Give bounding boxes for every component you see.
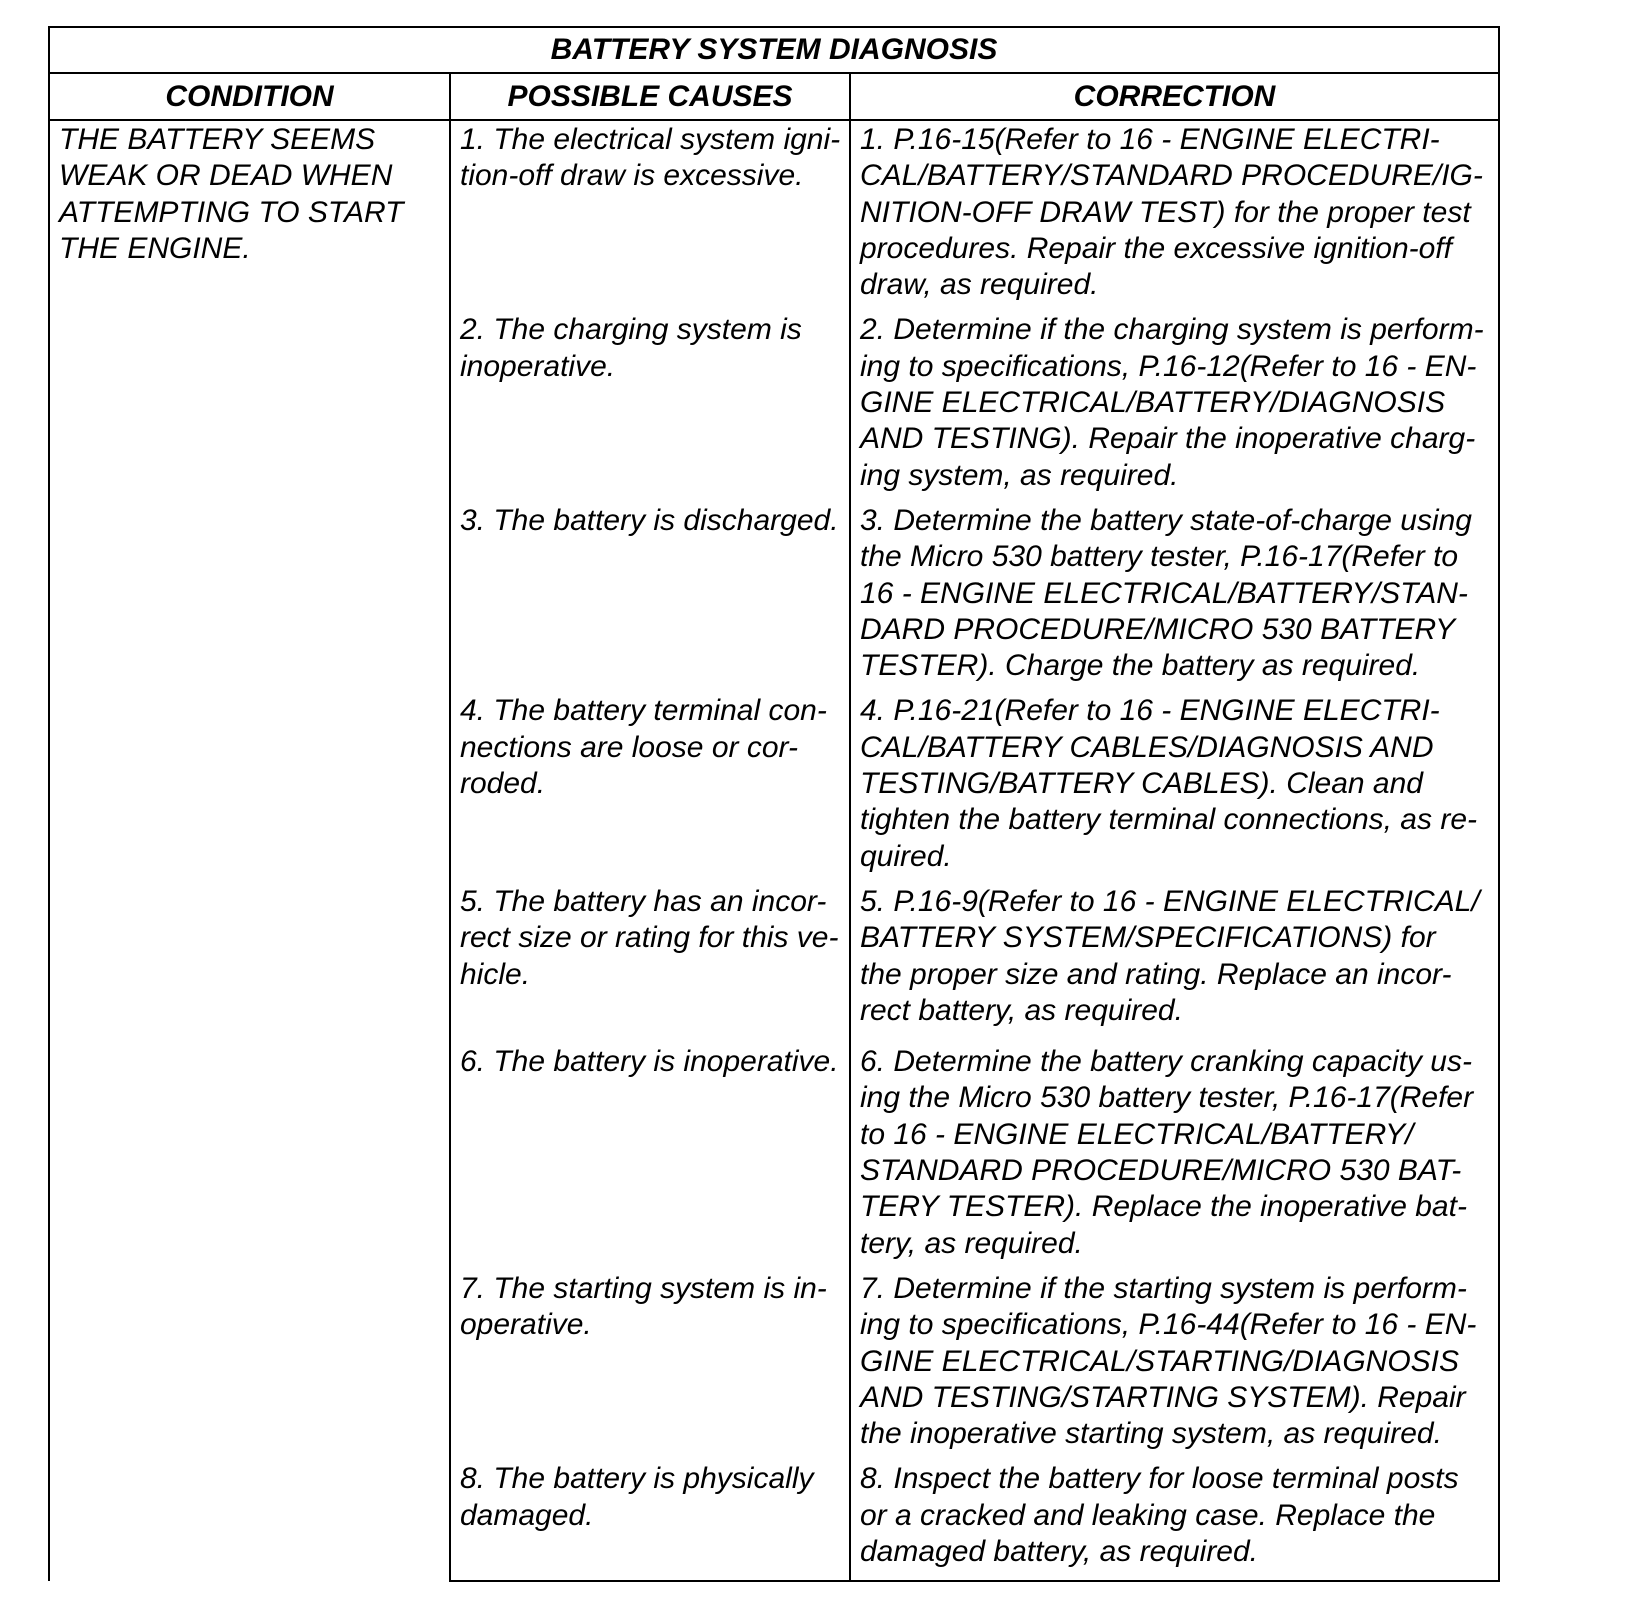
correction-cell	[850, 1044, 1499, 1271]
correction-text: 1. P.16-15(Refer to 16 - ENGINE ELECTRI- CAL/BATTERY/STANDARD PROCEDURE/IG- NITION-OFF DRAW TEST) for the proper test procedures. Repair the excessive ignition-off draw, as required.	[860, 123, 1483, 302]
cause-text: 6. The battery is inoperative.	[460, 1045, 839, 1079]
cause-cell	[450, 1461, 850, 1581]
cause-cell	[450, 693, 850, 883]
cause-cell	[450, 884, 850, 1044]
correction-cell	[850, 884, 1499, 1044]
battery-diagnosis-table	[48, 26, 1500, 1582]
condition-cell	[49, 120, 450, 1581]
cause-cell	[450, 503, 850, 693]
header-correction: CORRECTION	[850, 73, 1499, 120]
cause-cell	[450, 1271, 850, 1461]
cause-text: 2. The charging system is inoperative.	[460, 313, 802, 383]
header-row	[49, 73, 1499, 120]
correction-cell	[850, 1461, 1499, 1581]
cause-text: 7. The starting system is in- operative.	[460, 1271, 827, 1342]
correction-cell	[850, 693, 1499, 883]
correction-cell	[850, 1271, 1499, 1461]
correction-text: 6. Determine the battery cranking capacity us- ing the Micro 530 battery tester, P.16-17(Refer to 16 - ENGINE ELECTRICAL/BATTERY/ STANDARD PROCEDURE/MICRO 530 BAT- TERY TESTER). Replace the inoperative bat- tery, as required.	[860, 1045, 1474, 1260]
correction-text: 4. P.16-21(Refer to 16 - ENGINE ELECTRI- CAL/BATTERY CABLES/DIAGNOSIS AND TESTING/BATTERY CABLES). Clean and tighten the battery terminal connections, as re- quired.	[860, 694, 1477, 873]
correction-cell	[850, 503, 1499, 693]
cause-cell	[450, 120, 850, 312]
cause-text: 1. The electrical system igni- tion-off draw is excessive.	[460, 123, 841, 193]
correction-text: 7. Determine if the starting system is perform- ing to specifications, P.16-44(Refer to 16 - EN- GINE ELECTRICAL/STARTING/DIAGNOSIS AND TESTING/STARTING SYSTEM). Repair the inoperative starting system, as required.	[860, 1271, 1477, 1451]
cause-text: 8. The battery is physically damaged.	[460, 1462, 814, 1532]
correction-text: 5. P.16-9(Refer to 16 - ENGINE ELECTRICAL/ BATTERY SYSTEM/SPECIFICATIONS) for the proper size and rating. Replace an incor- rect battery, as required.	[860, 884, 1480, 1027]
correction-cell	[850, 120, 1499, 312]
header-condition: CONDITION	[49, 73, 450, 120]
correction-text: 3. Determine the battery state-of-charge using the Micro 530 battery tester, P.16-17(Refer to 16 - ENGINE ELECTRICAL/BATTERY/STAN- DARD PROCEDURE/MICRO 530 BATTERY TESTER). Charge the battery as required.	[860, 503, 1472, 683]
cause-cell	[450, 1044, 850, 1271]
cause-text: 3. The battery is discharged.	[460, 503, 839, 537]
correction-cell	[850, 312, 1499, 502]
cause-cell	[450, 312, 850, 502]
table-title: BATTERY SYSTEM DIAGNOSIS	[49, 27, 1499, 73]
cause-text: 4. The battery terminal con- nections are loose or cor- roded.	[460, 694, 827, 801]
header-possible-causes: POSSIBLE CAUSES	[450, 73, 850, 120]
correction-text: 2. Determine if the charging system is perform- ing to specifications, P.16-12(Refer to 16 - EN- GINE ELECTRICAL/BATTERY/DIAGNOSIS AND TESTING). Repair the inoperative charg- ing system, as required.	[860, 313, 1484, 492]
condition-text: THE BATTERY SEEMS WEAK OR DEAD WHEN ATTEMPTING TO START THE ENGINE.	[59, 123, 404, 265]
table-row	[49, 120, 1499, 312]
cause-text: 5. The battery has an incor- rect size or rating for this ve- hicle.	[460, 884, 839, 991]
correction-text: 8. Inspect the battery for loose terminal posts or a cracked and leaking case. Replace the damaged battery, as required.	[860, 1462, 1459, 1568]
title-row	[49, 27, 1499, 73]
